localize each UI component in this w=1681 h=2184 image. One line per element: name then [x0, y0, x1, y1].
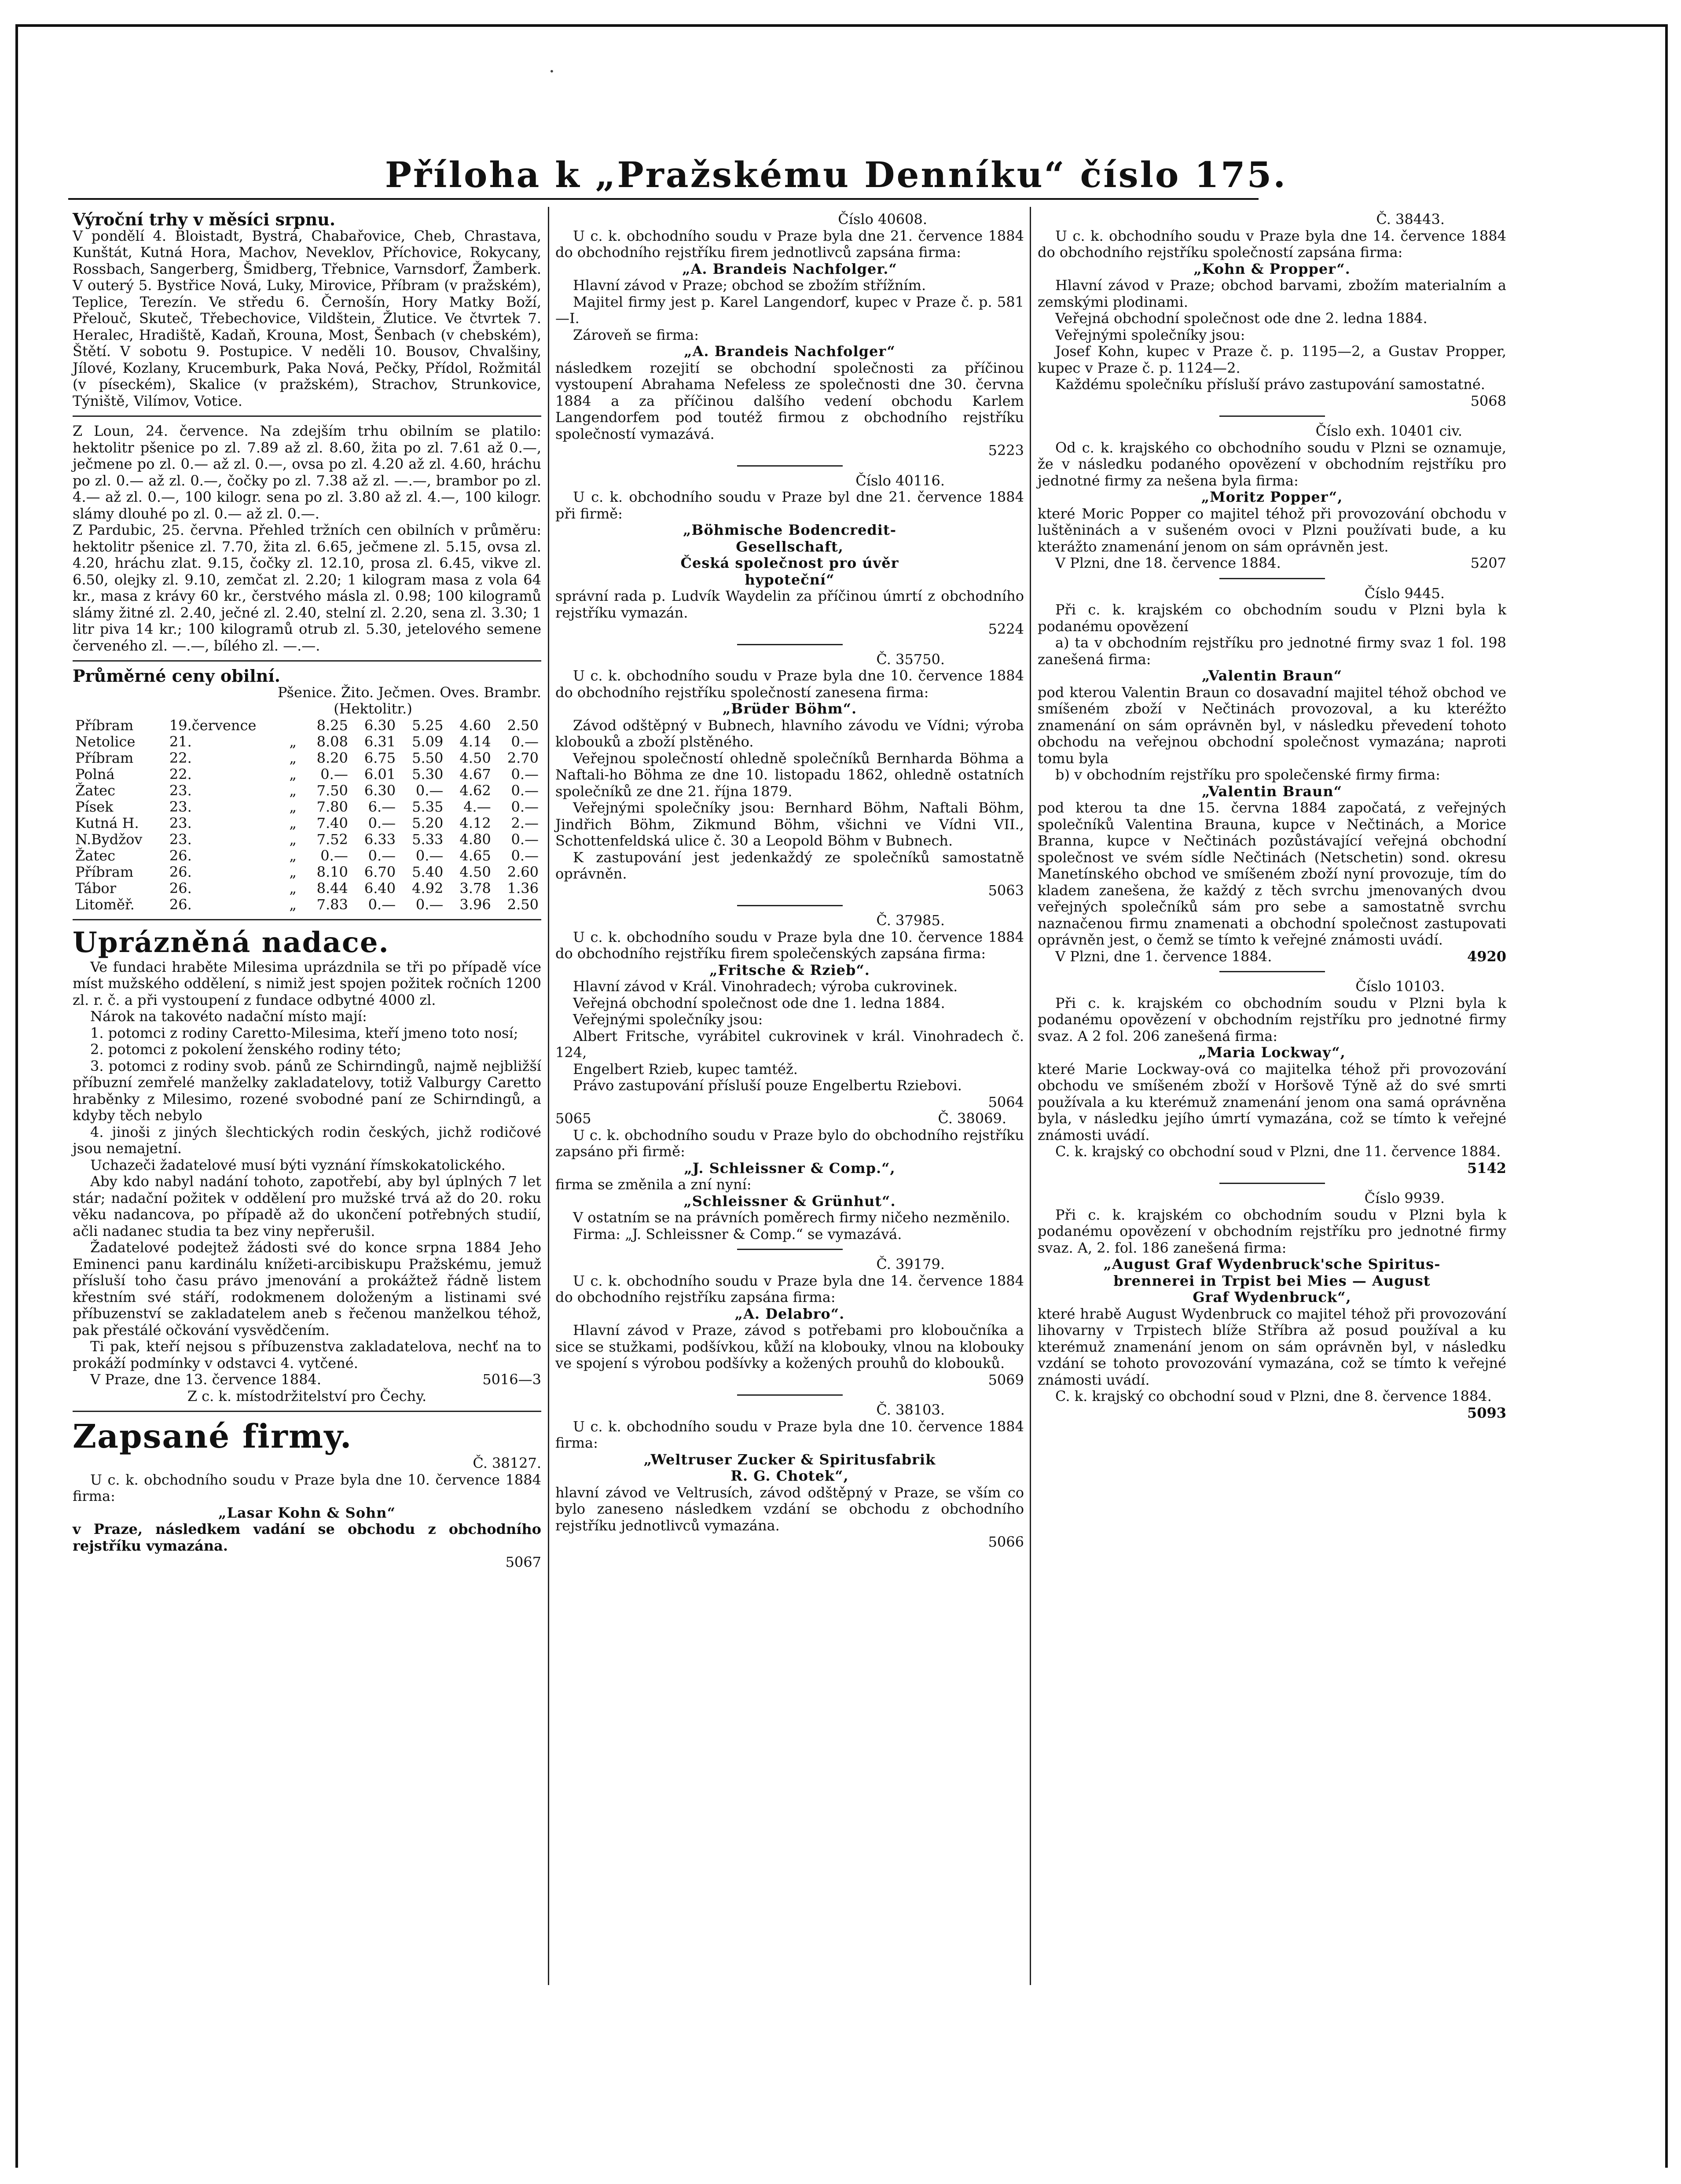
divider — [737, 1249, 843, 1250]
price-cell: 4.92 — [412, 879, 444, 897]
price-cell: 6.30 — [364, 782, 396, 799]
entry-number: Číslo 9939. — [1364, 1190, 1445, 1206]
price-cell: 7.83 — [316, 896, 348, 913]
divider — [1219, 415, 1325, 417]
table-row — [73, 783, 541, 799]
entry-text: Engelbert Rzieb, kupec tamtéž. — [573, 1060, 798, 1077]
foundation-p9: Žadatelové podejtež žádosti své do konce srpna 1884 Jeho Eminenci panu kardinálu knížeti-arcibiskupu Pražskému, jemuž přísluší toho času právo jmenování a prokážtež řádně listem křestním své stáří, rodokmenem doloženým a listinami své příbuzenství se zakladatelem aneb s řečenou manželkou téhož, pak přestálé očkování vysvědčením. — [73, 1239, 541, 1338]
entry-code: 5224 — [988, 621, 1024, 637]
town-cell: N.Bydžov — [75, 831, 143, 848]
divider — [73, 1411, 541, 1412]
town-cell: Kutná H. — [75, 814, 139, 831]
entry-text: Zároveň se firma: — [573, 326, 699, 343]
price-cell: 4.65 — [459, 847, 491, 864]
table-row — [73, 766, 541, 783]
price-cell: 5.40 — [412, 863, 444, 880]
table-row — [73, 897, 541, 913]
table-row — [73, 750, 541, 766]
firm-name: „Schleissner & Grünhut“. — [683, 1192, 896, 1210]
entry-text: Veřejnou společností ohledně společníků Bernharda Böhma a Naftali-ho Böhma ze dne 10. listopadu 1862, ohledně ostatních společníků ze dne 21. října 1879. — [555, 750, 1024, 800]
entry-text: Josef Kohn, kupec v Praze č. p. 1195—2, a Gustav Propper, kupec v Praze č. p. 1124—2. — [1038, 343, 1506, 376]
entry-text: Veřejná obchodní společnost ode dne 1. ledna 1884. — [573, 994, 945, 1011]
entry-text: U c. k. obchodního soudu v Praze byla dne 10. července 1884 do obchodního rejstříku společností zanesena firma: — [555, 667, 1024, 701]
entry-code: 5066 — [988, 1533, 1024, 1550]
firm-name: „Kohn & Propper“. — [1193, 260, 1351, 277]
date-cell: 19.července — [169, 717, 257, 734]
firm-name: „A. Brandeis Nachfolger“ — [684, 343, 896, 360]
entry-number: Č. 38103. — [876, 1401, 945, 1418]
divider — [737, 644, 843, 645]
masthead: Příloha k „Pražskému Denníku“ číslo 175. — [385, 154, 1288, 195]
table-row — [73, 815, 541, 831]
firm-name: „Valentin Braun“ — [1201, 783, 1343, 800]
price-cell: 0.— — [415, 847, 444, 864]
entry-text: U c. k. obchodního soudu v Praze byla dne 10. července 1884 firma: — [73, 1471, 541, 1504]
price-cell: 6.40 — [364, 879, 396, 897]
entry-text: a) ta v obchodním rejstříku pro jednotné firmy svaz 1 fol. 198 zanešená firma: — [1038, 634, 1506, 668]
price-cell: 6.30 — [364, 717, 396, 734]
price-cell: 8.10 — [316, 863, 348, 880]
entry-text: U c. k. obchodního soudu v Praze byl dne 21. července 1884 při firmě: — [555, 489, 1024, 522]
entry-code: 5065 — [555, 1110, 591, 1127]
entry-code: 5207 — [1470, 555, 1506, 571]
entry-date: V Plzni, dne 1. července 1884. — [1055, 948, 1272, 965]
registered-firms-heading: Zapsané firmy. — [73, 1418, 352, 1456]
entry-text: Právo zastupování přísluší pouze Engelbertu Rziebovi. — [573, 1077, 962, 1094]
date-cell: 26. — [169, 896, 192, 913]
firm-name: „A. Brandeis Nachfolger.“ — [682, 260, 897, 277]
town-cell: Litoměř. — [75, 896, 135, 913]
entry-text: Hlavní závod v Praze; obchod se zbožím střížním. — [573, 277, 926, 294]
price-cell: 0.— — [511, 733, 539, 750]
price-cell: 8.25 — [316, 717, 348, 734]
entry-number: Číslo 9445. — [1364, 585, 1445, 602]
divider — [73, 415, 541, 417]
grain-prices-table — [73, 717, 541, 913]
entry-number: Č. 38127. — [473, 1455, 541, 1471]
firm-name: Česká společnost pro úvěr — [680, 555, 899, 571]
entry-text: správní rada p. Ludvík Waydelin za příčinou úmrtí z obchodního rejstříku vymazán. — [555, 588, 1024, 621]
divider — [737, 465, 843, 467]
price-cell: 0.— — [511, 798, 539, 815]
table-row — [73, 734, 541, 750]
firm-name: „Brüder Böhm“. — [722, 700, 857, 717]
entry-code: 5142 — [1467, 1159, 1506, 1177]
price-cell: 4.50 — [459, 863, 491, 880]
ditto-mark: „ — [289, 765, 297, 783]
price-cell: 0.— — [511, 831, 539, 848]
firm-name: „Fritsche & Rzieb“. — [709, 961, 870, 978]
price-cell: 1.36 — [507, 879, 539, 897]
entry-text: Veřejnými společníky jsou: — [573, 1011, 763, 1028]
price-cell: 5.35 — [412, 798, 444, 815]
entry-number: Č. 35750. — [876, 651, 945, 668]
ditto-mark: „ — [289, 749, 297, 766]
firm-name: hypoteční“ — [745, 571, 835, 588]
price-cell: 4.62 — [459, 782, 491, 799]
entry-text: Při c. k. krajském co obchodním soudu v Plzni byla k podanému opovězení — [1038, 601, 1506, 635]
markets-text: V pondělí 4. Bloistadt, Bystrá, Chabařovice, Cheb, Chrastava, Kunštát, Kutná Hora, Machov, Neveklov, Příchovice, Rokycany, Rossbach, Sangerberg, Šmidberg, Třebnice, Varnsdorf, Žamberk. V outerý 5. Bystřice Nová, Luky, Mirovice, Příbram (v pražském), Teplice, Terezín. Ve středu 6. Černošín, Hory Matky Boží, Přelouč, Skuteč, Třebechovice, Vildštein, Žlutice. Ve čtvrtek 7. Heralec, Hradiště, Kadaň, Krouna, Most, Šenbach (v chebském), Štětí. V sobotu 9. Postupice. V neděli 10. Bousov, Chvalšiny, Jílové, Kozlany, Krucemburk, Paka Nová, Pečky, Přídol, Rožmitál (v píseckém), Skalice (v pražském), Strachov, Strunkovice, Týniště, Vilímov, Votice. — [73, 227, 541, 409]
foundation-p3: 1. potomci z rodiny Caretto-Milesima, kteří jmeno toto nosí; — [90, 1024, 518, 1041]
price-cell: 6.— — [368, 798, 396, 815]
price-cell: 5.25 — [412, 717, 444, 734]
entry-number: Č. 37985. — [876, 912, 945, 929]
ditto-mark: „ — [289, 782, 297, 799]
markets-heading: Výroční trhy v měsíci srpnu. — [73, 210, 336, 229]
date-cell: 23. — [169, 798, 192, 815]
entry-code: 5064 — [988, 1093, 1024, 1110]
firm-name: „A. Delabro“. — [734, 1305, 845, 1322]
price-cell: 0.— — [511, 765, 539, 783]
entry-text: Při c. k. krajském co obchodním soudu v Plzni byla k podanému opovězení v obchodním rejstříku pro jednotné firmy svaz. A, 2. fol. 186 zanešená firma: — [1038, 1206, 1506, 1256]
table-row — [73, 848, 541, 864]
entry-text: K zastupování jest jedenkaždý ze společníků samostatně oprávněn. — [555, 849, 1024, 882]
entry-text: které hrabě August Wydenbruck co majitel téhož při provozování lihovarny v Trpistech blíže Stříbra až posud používal a ku kterémuž znamenání jenom on sám oprávněn byl, v následku vzdání se tohoto provozování vymazána, což se tímto k veřejné známosti uvádí. — [1038, 1305, 1506, 1388]
town-cell: Žatec — [75, 782, 116, 799]
entry-text: U c. k. obchodního soudu v Praze bylo do obchodního rejstříku zapsáno při firmě: — [555, 1126, 1024, 1160]
entry-text: b) v obchodním rejstříku pro společenské firmy firma: — [1055, 766, 1440, 783]
price-cell: 0.— — [368, 847, 396, 864]
foundation-p2: Nárok na takovéto nadační místo mají: — [90, 1008, 367, 1025]
price-cell: 7.40 — [316, 814, 348, 831]
price-cell: 8.44 — [316, 879, 348, 897]
column-1 — [73, 211, 541, 1571]
price-cell: 7.52 — [316, 831, 348, 848]
divider — [1219, 971, 1325, 972]
price-cell: 6.31 — [364, 733, 396, 750]
price-cell: 2.60 — [507, 863, 539, 880]
entry-text: C. k. krajský co obchodní soud v Plzni, dne 11. července 1884. — [1055, 1143, 1501, 1160]
firm-name: „Moritz Popper“, — [1201, 489, 1343, 505]
price-cell: 5.20 — [412, 814, 444, 831]
firm-name: „Lasar Kohn & Sohn“ — [218, 1504, 396, 1521]
entry-text: Při c. k. krajském co obchodním soudu v Plzni byla k podanému opovězení v obchodním rejstříku pro jednotné firmy svaz. A 2 fol. 206 zanešená firma: — [1038, 994, 1506, 1044]
price-cell: 2.70 — [507, 749, 539, 766]
entry-text: Veřejnými společníky jsou: — [1055, 326, 1245, 343]
price-cell: 2.50 — [507, 717, 539, 734]
town-cell: Tábor — [75, 879, 116, 897]
entry-text: C. k. krajský co obchodní soud v Plzni, dne 8. července 1884. — [1055, 1388, 1492, 1405]
ditto-mark: „ — [289, 733, 297, 750]
table-row — [73, 717, 541, 734]
grain-prices-heading: Průměrné ceny obilní. — [73, 666, 280, 686]
price-cell: 4.80 — [459, 831, 491, 848]
entry-code: 5069 — [988, 1371, 1024, 1388]
price-cell: 7.80 — [316, 798, 348, 815]
entry-text: Závod odštěpný v Bubnech, hlavního závodu ve Vídni; výroba klobouků a zboží plstěného. — [555, 717, 1024, 750]
foundation-p7: Uchazeči žadatelové musí býti vyznání římskokatolického. — [90, 1156, 506, 1173]
ditto-mark: „ — [289, 863, 297, 880]
ditto-mark: „ — [289, 879, 297, 897]
entry-text: které Moric Popper co majitel téhož při provozování obchodu v luštěninách a v sušeném ovoci v Plzni používati bude, a ku kterážto znamenání jenom on sám oprávněn jest. — [1038, 505, 1506, 555]
price-cell: 6.75 — [364, 749, 396, 766]
grain-prices-columns: Pšenice. Žito. Ječmen. Oves. Brambr. — [277, 684, 541, 701]
price-cell: 0.— — [415, 896, 444, 913]
date-cell: 21. — [169, 733, 192, 750]
entry-text: U c. k. obchodního soudu v Praze byla dne 10. července 1884 firma: — [555, 1418, 1024, 1451]
foundation-p6: 4. jinoši z jiných šlechtických rodin českých, jichž rodičové jsou nemajetní. — [73, 1123, 541, 1157]
price-cell: 6.70 — [364, 863, 396, 880]
price-cell: 3.78 — [459, 879, 491, 897]
town-cell: Polná — [75, 765, 115, 783]
price-cell: 6.33 — [364, 831, 396, 848]
date-cell: 26. — [169, 879, 192, 897]
entry-code: 5093 — [1467, 1404, 1506, 1421]
entry-text: Veřejnými společníky jsou: Bernhard Böhm, Naftali Böhm, Jindřich Böhm, Zikmund Böhm, všichni ve Vídni VII., Schottenfeldská ulice č. 30 a Leopold Böhm v Bubnech. — [555, 799, 1024, 849]
entry-code: 5063 — [988, 882, 1024, 899]
column-3 — [1038, 211, 1506, 1421]
entry-number: Č. 38443. — [1376, 211, 1445, 228]
price-cell: 5.50 — [412, 749, 444, 766]
price-cell: 0.— — [415, 782, 444, 799]
entry-text: Majitel firmy jest p. Karel Langendorf, kupec v Praze č. p. 581—I. — [555, 293, 1024, 327]
entry-text: Veřejná obchodní společnost ode dne 2. ledna 1884. — [1055, 310, 1428, 327]
entry-code: 5223 — [988, 442, 1024, 459]
entry-text: U c. k. obchodního soudu v Praze byla dne 14. července 1884 do obchodního rejstříku společností zapsána firma: — [1038, 227, 1506, 261]
entry-number: Číslo 10103. — [1355, 978, 1445, 995]
entry-text: pod kterou ta dne 15. června 1884 započatá, z veřejných společníků Valentina Brauna, kupce v Nečtinách, a Morice Branna, kupce v Nečtinách pozůstávající veřejná obchodní společnost ve svém sídle Nečtinách (Netschetin) sond. okresu Manetínského obchod ve smíšeném zboží nyní provozuje, tím do kladem zanešena, že každý z těch svrchu jmenovaných dvou veřejných společníků sám pro sebe a samostatně svrchu naznačenou firmu znamenati a obchodní společnost zastupovati oprávněn jest, o čemž se tímto k veřejné známosti uvádí. — [1038, 799, 1506, 948]
entry-number: Číslo 40608. — [838, 211, 927, 228]
column-2 — [555, 211, 1024, 1551]
ditto-mark: „ — [289, 798, 297, 815]
entry-code: 5068 — [1470, 392, 1506, 409]
date-cell: 26. — [169, 847, 192, 864]
divider — [737, 905, 843, 906]
ditto-mark: „ — [289, 831, 297, 848]
price-cell: 4.— — [463, 798, 491, 815]
foundation-p1: Ve fundaci hraběte Milesima uprázdnila se tři po případě více míst mužského oddělení, s nimiž jest spojen požitek ročních 1200 zl. r. č. a při vystoupení z fundace odbytné 4000 zl. — [73, 958, 541, 1008]
firm-name: „Weltruser Zucker & Spiritusfabrik — [643, 1451, 936, 1468]
date-cell: 22. — [169, 749, 192, 766]
foundation-p5: 3. potomci z rodiny svob. pánů ze Schirndingů, najmě nejbližší příbuzní zemřelé manželky zakladatelovy, totiž Valburgy Caretto hraběnky z Milesimo, rozené svobodné paní ze Schirndingů, a kdyby těch nebylo — [73, 1057, 541, 1124]
price-cell: 0.— — [368, 814, 396, 831]
price-cell: 4.12 — [459, 814, 491, 831]
entry-date: V Plzni, dne 18. července 1884. — [1055, 555, 1281, 571]
table-row — [73, 880, 541, 897]
town-cell: Příbram — [75, 863, 134, 880]
entry-text: pod kterou Valentin Braun co dosavadní majitel téhož obchod ve smíšeném zboží v Nečtinách provozoval, a ku kteréžto znamenání on sám oprávněn byl, v následku převedení tohoto obchodu na veřejnou obchodní společnost vymazána; naproti tomu byla — [1038, 684, 1506, 767]
entry-text: Hlavní závod v Praze, závod s potřebami pro kloboučníka a sice se stužkami, podšívkou, kůží na klobouky, vlnou na klobouky ve spojení s výrobou podšívky a kožených prouhů do klobouků. — [555, 1322, 1024, 1371]
entry-text: Hlavní závod v Král. Vinohradech; výroba cukrovinek. — [573, 978, 958, 995]
divider — [737, 1394, 843, 1396]
town-cell: Příbram — [75, 717, 134, 734]
table-row — [73, 799, 541, 815]
price-cell: 8.08 — [316, 733, 348, 750]
firm-name: „Maria Lockway“, — [1198, 1044, 1346, 1061]
foundation-p4: 2. potomci z pokolení ženského rodiny této; — [90, 1041, 401, 1058]
price-cell: 4.14 — [459, 733, 491, 750]
price-cell: 4.50 — [459, 749, 491, 766]
entry-text: U c. k. obchodního soudu v Praze byla dne 14. července 1884 do obchodního rejstříku zapsána firma: — [555, 1272, 1024, 1305]
price-cell: 8.20 — [316, 749, 348, 766]
foundation-code: 5016—3 — [482, 1371, 541, 1388]
town-cell: Netolice — [75, 733, 136, 750]
entry-dateline — [1038, 949, 1506, 965]
table-row — [73, 864, 541, 880]
ditto-mark: „ — [289, 896, 297, 913]
price-cell: 0.— — [368, 896, 396, 913]
entry-text: Firma: „J. Schleissner & Comp.“ se vymazává. — [573, 1225, 902, 1243]
town-cell: Písek — [75, 798, 114, 815]
table-row — [73, 831, 541, 848]
fold-mark: • — [549, 66, 554, 77]
entry-text: V ostatním se na právních poměrech firmy ničeho nezměnilo. — [573, 1209, 1010, 1226]
price-cell: 3.96 — [459, 896, 491, 913]
firm-name: Gesellschaft, — [736, 538, 844, 555]
ditto-mark: „ — [289, 847, 297, 864]
entry-header — [555, 1110, 1024, 1127]
price-cell: 0.— — [320, 847, 348, 864]
price-cell: 2.— — [511, 814, 539, 831]
firm-name: „Valentin Braun“ — [1201, 667, 1343, 684]
pardubice-report: Z Pardubic, 25. června. Přehled tržních cen obilních v průměru: hektolitr pšenice zl. 7.70, žita zl. 6.65, ječmene zl. 5.15, ovsa zl. 4.20, hráchu zlat. 9.15, čočky zl. 12.10, prosa zl. 6.45, vikve zl. 6.50, olejky zl. 9.10, zemčat zl. 2.20; 1 kilogram masa z vola 64 kr., masa z krávy 60 kr., čerstvého másla zl. 0.98; 100 kilogramů slámy žitné zl. 2.40, ječné zl. 2.40, stelní zl. 2.20, sena zl. 3.30; 1 litr piva 14 kr.; 100 kilogramů otrub zl. 5.30, jetelového semene červeného zl. —.—, bílého zl. —.—. — [73, 522, 541, 654]
entry-number: Č. 39179. — [876, 1256, 945, 1272]
entry-number: Číslo 40116. — [855, 472, 945, 489]
divider — [73, 919, 541, 920]
foundation-date: V Praze, dne 13. července 1884. — [90, 1371, 322, 1388]
firm-name: „Böhmische Bodencredit- — [683, 522, 897, 538]
town-cell: Příbram — [75, 749, 134, 766]
price-cell: 7.50 — [316, 782, 348, 799]
town-cell: Žatec — [75, 847, 116, 864]
foundation-dateline — [73, 1371, 541, 1388]
date-cell: 23. — [169, 814, 192, 831]
firm-name: „J. Schleissner & Comp.“, — [684, 1159, 896, 1177]
entry-text: Hlavní závod v Praze; obchod barvami, zbožím materialním a zemskými plodinami. — [1038, 277, 1506, 310]
divider — [1219, 578, 1325, 579]
price-cell: 5.30 — [412, 765, 444, 783]
price-cell: 4.60 — [459, 717, 491, 734]
entry-code: 5067 — [505, 1554, 541, 1570]
entry-text: Od c. k. krajského co obchodního soudu v Plzni se oznamuje, že v následku podaného opovězení v obchodním rejstříku pro jednotné firmy za nešena byla firma: — [1038, 439, 1506, 489]
entry-text: U c. k. obchodního soudu v Praze byla dne 10. července 1884 do obchodního rejstříku firem společenských zapsána firma: — [555, 928, 1024, 962]
entry-dateline — [1038, 555, 1506, 572]
ditto-mark: „ — [289, 814, 297, 831]
price-cell: 6.01 — [364, 765, 396, 783]
divider — [1219, 1183, 1325, 1184]
entry-text: které Marie Lockway-ová co majitelka téhož při provozování obchodu ve smíšeném zboží v Horšově Týně až do své smrti používala a ku kterémuž znamenání jenom ona samá oprávněna byla, v následku jejího úmrtí vymazána, což se tímto k veřejné známosti uvádí. — [1038, 1060, 1506, 1143]
grain-prices-unit: (Hektolitr.) — [334, 700, 412, 717]
entry-text: Každému společníku přísluší právo zastupování samostatné. — [1055, 376, 1485, 393]
ditto-mark — [286, 717, 303, 734]
divider — [73, 660, 541, 662]
firm-name: Graf Wydenbruck“, — [1193, 1289, 1351, 1305]
price-cell: 5.33 — [412, 831, 444, 848]
foundation-p10: Ti pak, kteří nejsou s příbuzenstva zakladatelova, nechť na to prokáží podmínky v odstavci 4. vytčené. — [73, 1338, 541, 1371]
entry-text: hlavní závod ve Veltrusích, závod odštěpný v Praze, se vším co bylo zaneseno následkem vzdání se obchodu z obchodního rejstříku jednotlivců vymazána. — [555, 1484, 1024, 1534]
entry-text: následkem rozejití se obchodní společnosti za příčinou vystoupení Abrahama Nefeless ze společnosti dne 30. června 1884 a za příčinou dalšího vedení obchodu Karlem Langendorfem pod toutéž firmou z obchodního rejstříku společností vymazává. — [555, 359, 1024, 442]
date-cell: 23. — [169, 831, 192, 848]
entry-text: v Praze, následkem vadání se obchodu z obchodního rejstříku vymazána. — [73, 1521, 541, 1554]
column-divider — [1030, 207, 1031, 1985]
date-cell: 23. — [169, 782, 192, 799]
firm-name: R. G. Chotek“, — [730, 1467, 849, 1484]
price-cell: 2.50 — [507, 896, 539, 913]
louny-report: Z Loun, 24. července. Na zdejším trhu obilním se platilo: hektolitr pšenice po zl. 7.89 až zl. 8.60, žita po zl. 7.61 až 0.—, ječmene po zl. 0.— až zl. 0.—, ovsa po zl. 4.20 až zl. 4.60, hráchu po zl. 0.— až zl. 0.—, čočky po zl. 7.38 až zl. —.—, brambor po zl. 4.— až zl. 0.—, 100 kilogr. sena po zl. 3.80 až zl. 4.—, 100 kilogr. slámy dlouhé po zl. 0.— až zl. 0.—. — [73, 423, 541, 522]
foundation-signature: Z c. k. místodržitelství pro Čechy. — [187, 1387, 427, 1405]
date-cell: 22. — [169, 765, 192, 783]
price-cell: 4.67 — [459, 765, 491, 783]
firm-name: „August Graf Wydenbruck'sche Spiritus- — [1103, 1256, 1441, 1272]
entry-code: 4920 — [1467, 948, 1506, 965]
entry-number: Č. 38069. — [938, 1110, 1006, 1127]
entry-text: U c. k. obchodního soudu v Praze byla dne 21. července 1884 do obchodního rejstříku firem jednotlivců zapsána firma: — [555, 227, 1024, 261]
price-cell: 5.09 — [412, 733, 444, 750]
firm-name: brennerei in Trpist bei Mies — August — [1113, 1272, 1431, 1289]
entry-number: Číslo exh. 10401 civ. — [1315, 423, 1462, 439]
entry-text: firma se změnila a zní nyní: — [555, 1176, 752, 1193]
foundation-p8: Aby kdo nabyl nadání tohoto, zapotřebí, aby byl úplných 7 let stár; nadační požitek v oddělení pro mužské trvá až do 20. roku věku nadancova, po případě až do ukončení potřebných studií, ačli nadanec studia ta bez viny nepřerušil. — [73, 1173, 541, 1239]
price-cell: 0.— — [320, 765, 348, 783]
foundation-heading: Uprázněná nadace. — [73, 926, 389, 959]
price-cell: 0.— — [511, 847, 539, 864]
date-cell: 26. — [169, 863, 192, 880]
entry-text: Albert Fritsche, vyrábitel cukrovinek v král. Vinohradech č. 124, — [555, 1027, 1024, 1061]
masthead-rule — [68, 198, 1259, 200]
column-divider — [548, 207, 549, 1985]
price-cell: 0.— — [511, 782, 539, 799]
